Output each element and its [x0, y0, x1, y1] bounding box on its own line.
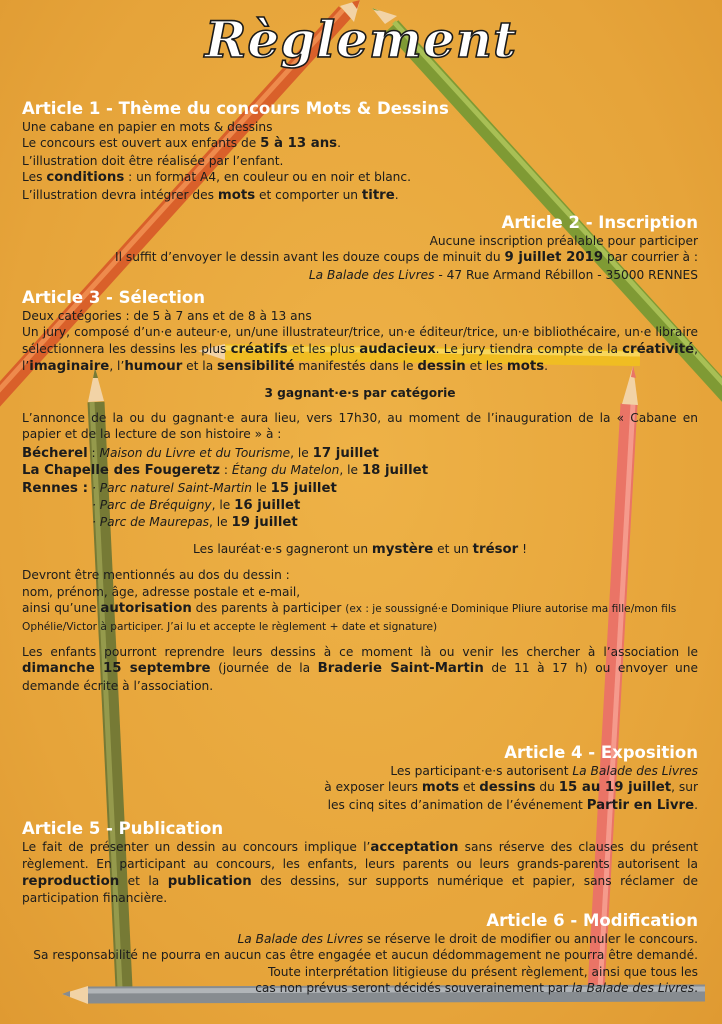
winners-count: 3 gagnant·e·s par catégorie [264, 385, 456, 400]
venue-chapelle: La Chapelle des Fougeretz : Étang du Matelon, le 18 juillet [22, 463, 429, 479]
article-4 [22, 742, 698, 814]
prize-line: Les lauréat·e·s gagneront un mystère et un trésor ! [193, 541, 527, 557]
article-1 [22, 98, 698, 204]
article-6-line: La Balade des Livres se réserve le droit de modifier ou annuler le concours. [237, 932, 698, 946]
article-1-line: Les conditions : un format A4, en couleur ou en noir et blanc. [22, 170, 411, 186]
venue-rennes: Rennes : · Parc naturel Saint-Martin le 15 juillet · Parc de Bréquigny, le 16 juillet · Parc de Maurepas, le 19 juillet [22, 479, 337, 531]
article-5 [22, 818, 698, 907]
venue-rennes-item: · Parc naturel Saint-Martin le 15 juillet [92, 480, 337, 496]
article-1-heading: Article 1 - Thème du concours Mots & Dessins [22, 99, 449, 118]
article-2-heading: Article 2 - Inscription [501, 213, 698, 232]
mention-line: Devront être mentionnés au dos du dessin : [22, 568, 290, 583]
announcement: L’annonce de la ou du gagnant·e aura lieu, vers 17h30, au moment de l’inauguration de la « Cabane en papier et de la lecture de son histoire » à : [22, 411, 698, 442]
article-1-line: L’illustration doit être réalisée par l’enfant. [22, 153, 284, 168]
venue-list [22, 445, 698, 532]
article-4-line: les cinq sites d’animation de l’événement Partir en Livre. [327, 797, 698, 813]
authorization-line: ainsi qu’une autorisation des parents à participer (ex : je soussigné·e Dominique Pliure autorise ma fille/mon fils Ophélie/Victor à participer. J’ai lu et accepte le règlement + date et signature) [22, 601, 677, 633]
article-6-line: Sa responsabilité ne pourra en aucun cas être engagée et aucun dédommagement ne pourra être demandé. [33, 948, 698, 963]
article-6 [22, 910, 698, 997]
article-2-line: Aucune inscription préalable pour participer [429, 234, 698, 248]
article-4-line: Les participant·e·s autorisent La Balade des Livres [390, 764, 698, 778]
article-3 [22, 287, 698, 694]
article-2 [22, 212, 698, 283]
article-4-heading: Article 4 - Exposition [504, 743, 698, 762]
article-3-jury: Un jury, composé d’un·e auteur·e, un/une illustrateur/trice, un·e éditeur/trice, un·e bibliothécaire, un·e libraire sélectionnera les dessins les plus créatifs et les plus audacieux. Le jury tiendra compte de la créativité, l’imaginaire, l’humour et la sensibilité manifestés dans le dessin et les mots. [22, 325, 698, 375]
article-6-heading: Article 6 - Modification [486, 911, 698, 930]
return-drawings: Les enfants pourront reprendre leurs dessins à ce moment là ou venir les chercher à l’association le dimanche 15 septembre (journée de la Braderie Saint-Martin de 11 à 17 h) ou envoyer une demande écrite à l’association. [22, 644, 698, 693]
venue-becherel: Bécherel : Maison du Livre et du Tourisme, le 17 juillet [22, 445, 379, 461]
article-3-heading: Article 3 - Sélection [22, 288, 205, 307]
venue-rennes-item: · Parc de Maurepas, le 19 juillet [92, 515, 298, 531]
venue-rennes-item: · Parc de Bréquigny, le 16 juillet [92, 498, 301, 514]
mention-line: nom, prénom, âge, adresse postale et e-mail, [22, 584, 301, 599]
article-5-heading: Article 5 - Publication [22, 819, 224, 838]
article-6-line: Toute interprétation litigieuse du présent règlement, ainsi que tous les [267, 964, 698, 979]
article-5-text: Le fait de présenter un dessin au concours implique l’acceptation sans réserve des clauses du présent règlement. En participant au concours, les enfants, leurs parents ou leurs grands-parents autorisent la reproduction et la publication des dessins, sur supports numérique et papier, sans réclamer de participation financière. [22, 840, 699, 906]
article-6-line: cas non prévus seront décidés souverainement par la Balade des Livres. [255, 981, 698, 996]
article-1-line: Une cabane en papier en mots & dessins [22, 120, 273, 134]
article-1-line: L’illustration devra intégrer des mots et comporter un titre. [22, 187, 399, 203]
page-title: Règlement [204, 10, 518, 69]
article-3-categories: Deux catégories : de 5 à 7 ans et de 8 à 13 ans [22, 309, 312, 323]
article-2-line: Il suffit d’envoyer le dessin avant les douze coups de minuit du 9 juillet 2019 par courrier à : [115, 250, 698, 266]
article-4-line: à exposer leurs mots et dessins du 15 au 19 juillet, sur [324, 780, 698, 796]
article-2-address: La Balade des Livres - 47 Rue Armand Rébillon - 35000 RENNES [308, 267, 698, 282]
article-1-line: Le concours est ouvert aux enfants de 5 à 13 ans. [22, 136, 341, 152]
